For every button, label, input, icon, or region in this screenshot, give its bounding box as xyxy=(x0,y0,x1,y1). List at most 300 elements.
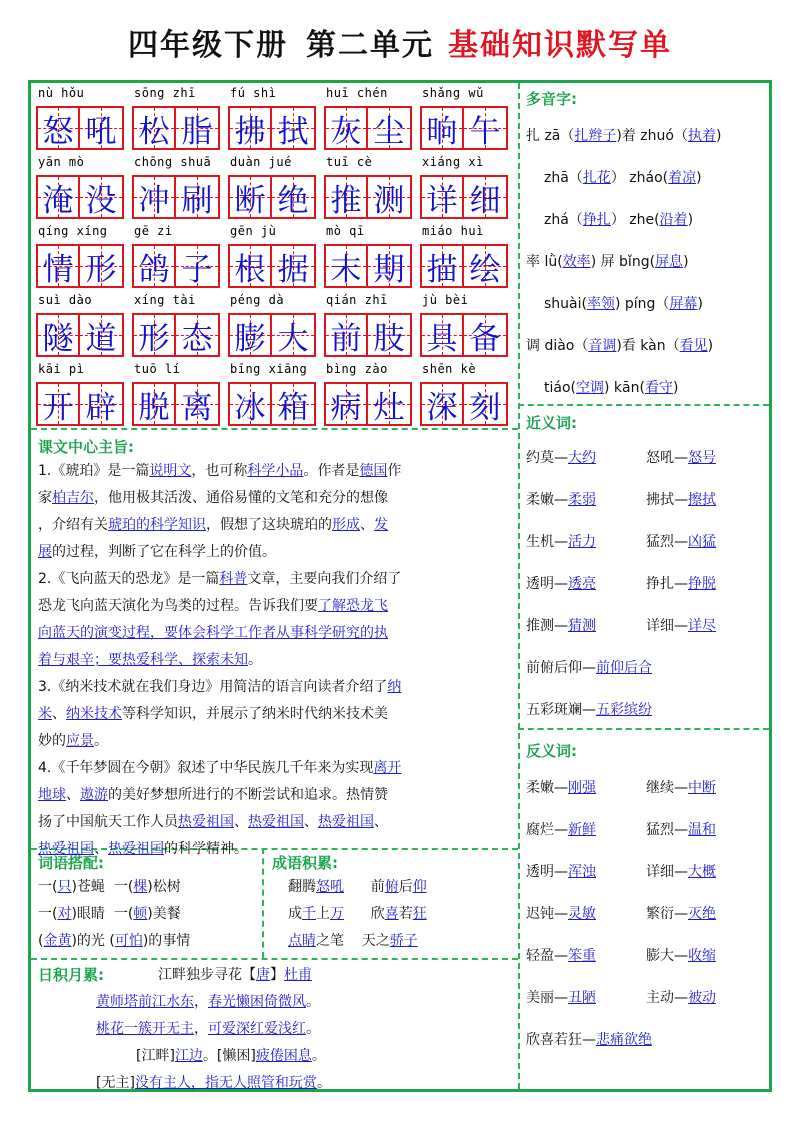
word-pair xyxy=(526,689,756,731)
char-text: 刻 xyxy=(469,389,501,426)
vocab-word xyxy=(36,86,132,152)
answer-text: 千 xyxy=(302,906,316,922)
duoyin-line xyxy=(526,367,766,409)
char-text: 末 xyxy=(330,251,362,288)
prompt-text: )的光 ( xyxy=(71,933,115,949)
answer-text: 看见 xyxy=(679,338,708,354)
char-boxes xyxy=(324,175,420,219)
vocab-row xyxy=(36,86,516,152)
char-text: 子 xyxy=(181,251,213,288)
word-pair-row xyxy=(526,647,766,689)
char-text: 吼 xyxy=(85,113,117,150)
prompt-text: 作 xyxy=(387,463,402,479)
char-box xyxy=(324,175,368,219)
theme-line xyxy=(38,755,516,782)
prompt-text: 若 xyxy=(398,906,413,922)
idiom-line xyxy=(288,928,516,955)
prompt-text: ) xyxy=(683,254,689,270)
prompt-text: 五彩斑斓— xyxy=(526,702,596,718)
answer-text: 热爱祖国 xyxy=(318,814,374,830)
prompt-text: 】 xyxy=(270,967,284,983)
word-pair xyxy=(526,893,646,935)
answer-text: 着与艰辛；要热爱科学、探索未知 xyxy=(38,652,248,668)
word-pair-row xyxy=(526,479,766,521)
char-boxes xyxy=(324,382,420,426)
answer-text: 扎花 xyxy=(582,170,611,186)
pinyin-label: gē zi xyxy=(134,224,173,238)
char-boxes xyxy=(36,382,132,426)
vocab-word xyxy=(228,362,324,428)
poem-divider xyxy=(31,958,518,960)
answer-text: 热爱祖国 xyxy=(248,814,304,830)
idiom-line xyxy=(288,901,516,928)
word-pair xyxy=(646,977,766,1019)
theme-line xyxy=(38,809,516,836)
answer-text: 说明文 xyxy=(149,463,192,479)
char-box xyxy=(228,106,272,150)
char-box xyxy=(368,313,412,357)
prompt-text: 膨大— xyxy=(646,948,688,964)
char-boxes xyxy=(36,244,132,288)
theme-line xyxy=(38,701,516,728)
word-pair-row xyxy=(526,977,766,1019)
pinyin-label: mò qī xyxy=(326,224,365,238)
prompt-text: )苍蝇 一( xyxy=(71,879,134,895)
char-text: 松 xyxy=(138,113,170,150)
prompt-text: ) xyxy=(697,296,703,312)
word-pair xyxy=(646,767,766,809)
pinyin-label: miáo huì xyxy=(422,224,484,238)
pinyin-label: yān mò xyxy=(38,155,85,169)
word-pair-row xyxy=(526,605,766,647)
vocab-grid xyxy=(36,86,516,431)
answer-text: 擦拭 xyxy=(688,492,716,508)
word-pair xyxy=(646,437,766,479)
char-text: 冰 xyxy=(234,389,266,426)
char-text: 膨 xyxy=(234,320,266,357)
theme-line xyxy=(38,512,516,539)
prompt-text: 。 xyxy=(94,733,108,749)
answer-text: 纳米技术 xyxy=(66,706,122,722)
prompt-text: ，也可称 xyxy=(191,463,248,479)
char-text: 病 xyxy=(330,389,362,426)
char-boxes xyxy=(132,106,228,150)
char-box xyxy=(176,382,220,426)
answer-text: 科学小品 xyxy=(247,463,304,479)
prompt-text: 成 xyxy=(288,906,302,922)
char-box xyxy=(420,175,464,219)
answer-text: 五彩缤纷 xyxy=(596,702,652,718)
prompt-text: 轻盈— xyxy=(526,948,568,964)
prompt-text: ) píng（ xyxy=(614,296,670,312)
answer-text: 怒吼 xyxy=(316,879,344,895)
vocab-word xyxy=(36,293,132,359)
poem-section xyxy=(38,962,516,1097)
answer-text: 笨重 xyxy=(568,948,596,964)
char-box xyxy=(36,106,80,150)
prompt-text: 家 xyxy=(38,490,52,506)
answer-text: 狂 xyxy=(412,906,427,922)
word-pair xyxy=(526,563,646,605)
word-pair xyxy=(526,521,646,563)
duoyin-line xyxy=(526,325,766,367)
char-boxes xyxy=(228,382,324,426)
prompt-text: ） zháo( xyxy=(610,170,669,186)
vocab-word xyxy=(324,224,420,290)
prompt-text: 推测— xyxy=(526,618,568,634)
vocab-word xyxy=(324,293,420,359)
pinyin-label: bīng xiāng xyxy=(230,362,308,376)
vocab-row xyxy=(36,155,516,221)
answer-text: 棵 xyxy=(133,879,148,895)
char-text: 拭 xyxy=(277,113,309,150)
char-text: 灶 xyxy=(373,389,405,426)
prompt-text: 欣喜若狂— xyxy=(526,1032,596,1048)
prompt-text: 之笔 天之 xyxy=(316,933,390,949)
word-pair xyxy=(526,647,756,689)
word-pair xyxy=(646,605,766,647)
vocab-word xyxy=(420,362,516,428)
answer-text: 看守 xyxy=(644,380,673,396)
duoyin-line xyxy=(526,199,766,241)
prompt-text: 猛烈— xyxy=(646,534,688,550)
word-pair xyxy=(646,479,766,521)
char-boxes xyxy=(228,106,324,150)
word-pair xyxy=(646,563,766,605)
char-box xyxy=(464,244,508,288)
prompt-text: ，假想了这块琥珀的 xyxy=(206,517,332,533)
prompt-text: 详细— xyxy=(646,864,688,880)
prompt-text: 。 xyxy=(316,1075,331,1091)
answer-text: 中断 xyxy=(688,780,716,796)
char-text: 大 xyxy=(277,320,309,357)
vocab-word xyxy=(132,224,228,290)
word-pair-row xyxy=(526,1019,766,1061)
antonym-section xyxy=(526,740,766,1061)
answer-text: 对 xyxy=(57,906,72,922)
answer-text: 凶猛 xyxy=(688,534,716,550)
prompt-text: shuài( xyxy=(544,296,587,312)
char-text: 脂 xyxy=(181,113,213,150)
char-box xyxy=(464,175,508,219)
answer-text: 仰 xyxy=(412,879,427,895)
prompt-text: 透明— xyxy=(526,864,568,880)
word-pair-row xyxy=(526,809,766,851)
char-boxes xyxy=(228,175,324,219)
prompt-text: 文章，主要向我们介绍了 xyxy=(247,571,402,587)
char-text: 隧 xyxy=(42,320,74,357)
title-grade: 四年级下册 xyxy=(128,28,288,63)
duoyin-line xyxy=(526,241,766,283)
word-pair xyxy=(646,935,766,977)
pinyin-label: shēn kè xyxy=(422,362,477,376)
idiom-line xyxy=(288,874,516,901)
prompt-text: 等科学知识，并展示了纳米时代纳米技术美 xyxy=(122,706,388,722)
char-text: 怒 xyxy=(42,113,74,150)
word-pair xyxy=(646,521,766,563)
char-box xyxy=(36,313,80,357)
char-box xyxy=(80,106,124,150)
prompt-text: ) xyxy=(672,380,679,396)
prompt-text: 。作者是 xyxy=(303,463,360,479)
prompt-text: ) kān( xyxy=(604,380,645,396)
answer-text: 沿着 xyxy=(659,212,688,228)
pinyin-label: tuī cè xyxy=(326,155,373,169)
answer-text: 江边 xyxy=(174,1048,203,1064)
answer-text: 疲倦困息 xyxy=(255,1048,312,1064)
collocation-line xyxy=(38,874,260,901)
char-text: 淹 xyxy=(42,182,74,219)
prompt-text: 挣扎— xyxy=(646,576,688,592)
prompt-text: 的科学精神。 xyxy=(164,841,248,857)
answer-text: 米 xyxy=(38,706,52,722)
char-text: 根 xyxy=(234,251,266,288)
word-pair-row xyxy=(526,563,766,605)
prompt-text: ) 屏 bǐng( xyxy=(590,254,656,270)
answer-text: 悲痛欲绝 xyxy=(596,1032,652,1048)
char-text: 拂 xyxy=(234,113,266,150)
char-text: 测 xyxy=(373,182,405,219)
char-text: 冲 xyxy=(138,182,170,219)
duoyin-line xyxy=(526,115,766,157)
prompt-text: [无主] xyxy=(96,1075,135,1091)
char-boxes xyxy=(36,313,132,357)
char-text: 辟 xyxy=(85,389,117,426)
answer-text: 活力 xyxy=(568,534,596,550)
answer-text: 挣扎 xyxy=(582,212,611,228)
prompt-text: 、 xyxy=(234,814,248,830)
char-box xyxy=(368,106,412,150)
answer-text: 俯 xyxy=(384,879,399,895)
answer-text: 刚强 xyxy=(568,780,596,796)
antonym-heading: 反义词: xyxy=(526,742,577,760)
char-box xyxy=(464,313,508,357)
char-box xyxy=(228,382,272,426)
char-box xyxy=(176,313,220,357)
char-boxes xyxy=(324,106,420,150)
char-box xyxy=(464,382,508,426)
vocab-row xyxy=(36,362,516,428)
char-box xyxy=(464,106,508,150)
word-pair-row xyxy=(526,521,766,563)
answer-text: 收缩 xyxy=(688,948,716,964)
pinyin-label: péng dà xyxy=(230,293,285,307)
prompt-text: 拂拭— xyxy=(646,492,688,508)
theme-line xyxy=(38,458,516,485)
char-text: 情 xyxy=(42,251,74,288)
poem-line xyxy=(96,1016,516,1043)
char-boxes xyxy=(420,313,516,357)
prompt-text: 前 xyxy=(344,879,385,895)
poem-heading: 日积月累: xyxy=(38,966,104,984)
answer-text: 柏吉尔 xyxy=(52,490,94,506)
prompt-text: ， xyxy=(194,1021,208,1037)
char-box xyxy=(36,382,80,426)
answer-text: 地球 xyxy=(38,787,66,803)
answer-text: 琥珀的科学知识 xyxy=(108,517,206,533)
char-box xyxy=(176,175,220,219)
answer-text: 率领 xyxy=(586,296,615,312)
char-box xyxy=(132,382,176,426)
vocab-word xyxy=(132,86,228,152)
poem-line xyxy=(96,1043,516,1070)
char-box xyxy=(420,313,464,357)
char-boxes xyxy=(420,244,516,288)
char-boxes xyxy=(132,382,228,426)
char-boxes xyxy=(132,244,228,288)
prompt-text: 后 xyxy=(398,879,413,895)
prompt-text: ) xyxy=(696,170,702,186)
prompt-text: 透明— xyxy=(526,576,568,592)
prompt-text: 猛烈— xyxy=(646,822,688,838)
answer-text: 骄子 xyxy=(389,933,418,949)
answer-text: 大约 xyxy=(568,450,596,466)
answer-text: 喜 xyxy=(384,906,399,922)
vocab-word xyxy=(132,155,228,221)
prompt-text: 继续— xyxy=(646,780,688,796)
char-box xyxy=(368,175,412,219)
vocab-word xyxy=(36,155,132,221)
prompt-text: 恐龙飞向蓝天演化为鸟类的过程。告诉我们要 xyxy=(38,598,318,614)
pinyin-label: fú shì xyxy=(230,86,277,100)
prompt-text: 美丽— xyxy=(526,990,568,1006)
char-box xyxy=(228,175,272,219)
word-pair-row xyxy=(526,935,766,977)
prompt-text: 生机— xyxy=(526,534,568,550)
pinyin-label: xíng tài xyxy=(134,293,196,307)
char-boxes xyxy=(228,313,324,357)
poem-line xyxy=(96,989,516,1016)
char-box xyxy=(324,382,368,426)
char-boxes xyxy=(36,106,132,150)
char-box xyxy=(272,244,316,288)
char-text: 离 xyxy=(181,389,213,426)
answer-text: 猜测 xyxy=(568,618,596,634)
prompt-text: 上 xyxy=(316,906,330,922)
word-pair xyxy=(526,479,646,521)
prompt-text: 扎 zā（ xyxy=(526,128,575,144)
answer-text: 遨游 xyxy=(80,787,108,803)
answer-text: 可爱深红爱浅红 xyxy=(208,1021,306,1037)
answer-text: 了解恐龙飞 xyxy=(318,598,388,614)
char-text: 绝 xyxy=(277,182,309,219)
prompt-text: 妙的 xyxy=(38,733,66,749)
pinyin-label: kāi pì xyxy=(38,362,85,376)
char-boxes xyxy=(132,175,228,219)
prompt-text: 、 xyxy=(374,814,388,830)
answer-text: 怒号 xyxy=(688,450,716,466)
prompt-text: 江畔独步寻花【 xyxy=(158,967,256,983)
answer-text: 新鲜 xyxy=(568,822,596,838)
prompt-text: 约莫— xyxy=(526,450,568,466)
answer-text: 温和 xyxy=(688,822,716,838)
answer-text: 被动 xyxy=(688,990,716,1006)
answer-text: 透亮 xyxy=(568,576,596,592)
char-text: 形 xyxy=(85,251,117,288)
theme-heading: 课文中心主旨: xyxy=(38,438,134,456)
word-pair xyxy=(526,977,646,1019)
answer-text: 大概 xyxy=(688,864,716,880)
prompt-text: ，他用极其活泼、通俗易懂的文笔和充分的想像 xyxy=(94,490,388,506)
char-text: 尘 xyxy=(373,113,405,150)
prompt-text: zhā（ xyxy=(544,170,583,186)
theme-line xyxy=(38,620,516,647)
char-box xyxy=(368,382,412,426)
char-text: 断 xyxy=(234,182,266,219)
char-box xyxy=(324,244,368,288)
answer-text: 扎辫子 xyxy=(574,128,617,144)
answer-text: 音调 xyxy=(588,338,617,354)
char-box xyxy=(80,313,124,357)
char-boxes xyxy=(228,244,324,288)
answer-text: 点睛 xyxy=(288,933,316,949)
pinyin-label: suì dào xyxy=(38,293,93,307)
page-title xyxy=(0,20,800,64)
answer-text: 发 xyxy=(374,517,388,533)
pinyin-label: tuō lí xyxy=(134,362,181,376)
char-box xyxy=(36,244,80,288)
answer-text: 唐 xyxy=(256,967,270,983)
char-box xyxy=(324,313,368,357)
poem-line xyxy=(96,1070,516,1097)
theme-line xyxy=(38,593,516,620)
prompt-text: 。 xyxy=(311,1048,326,1064)
prompt-text: 、 xyxy=(304,814,318,830)
char-box xyxy=(132,175,176,219)
prompt-text: 欣 xyxy=(344,906,385,922)
theme-line xyxy=(38,647,516,674)
vocab-word xyxy=(228,155,324,221)
prompt-text: 柔嫩— xyxy=(526,780,568,796)
vocab-word xyxy=(324,155,420,221)
word-pair-row xyxy=(526,893,766,935)
prompt-text: 详细— xyxy=(646,618,688,634)
vocab-row xyxy=(36,224,516,290)
word-pair xyxy=(526,767,646,809)
answer-text: 热爱祖国 xyxy=(178,814,234,830)
prompt-text: 的美好梦想所进行的不断尝试和追求。热情赞 xyxy=(108,787,388,803)
char-boxes xyxy=(132,313,228,357)
char-text: 鸽 xyxy=(138,251,170,288)
char-text: 脱 xyxy=(138,389,170,426)
pinyin-label: jù bèi xyxy=(422,293,469,307)
theme-line xyxy=(38,566,516,593)
vocab-word xyxy=(420,293,516,359)
prompt-text: 4.《千年梦圆在今朝》叙述了中华民族几千年来为实现 xyxy=(38,760,374,776)
char-boxes xyxy=(420,175,516,219)
answer-text: 德国 xyxy=(359,463,388,479)
answer-text: 灭绝 xyxy=(688,906,716,922)
char-box xyxy=(272,382,316,426)
char-boxes xyxy=(324,244,420,288)
word-pair xyxy=(526,935,646,977)
prompt-text: ， xyxy=(194,994,208,1010)
char-text: 肢 xyxy=(373,320,405,357)
word-pair xyxy=(526,605,646,647)
answer-text: 纳 xyxy=(387,679,402,695)
prompt-text: 一( xyxy=(38,879,58,895)
theme-line xyxy=(38,674,516,701)
answer-text: 万 xyxy=(330,906,344,922)
char-box xyxy=(272,106,316,150)
vocab-word xyxy=(132,362,228,428)
prompt-text: ) xyxy=(715,128,722,144)
vocab-word xyxy=(228,86,324,152)
title-unit: 第二单元 xyxy=(306,28,434,63)
synonym-section xyxy=(526,412,766,731)
char-text: 细 xyxy=(469,182,501,219)
prompt-text: 迟钝— xyxy=(526,906,568,922)
